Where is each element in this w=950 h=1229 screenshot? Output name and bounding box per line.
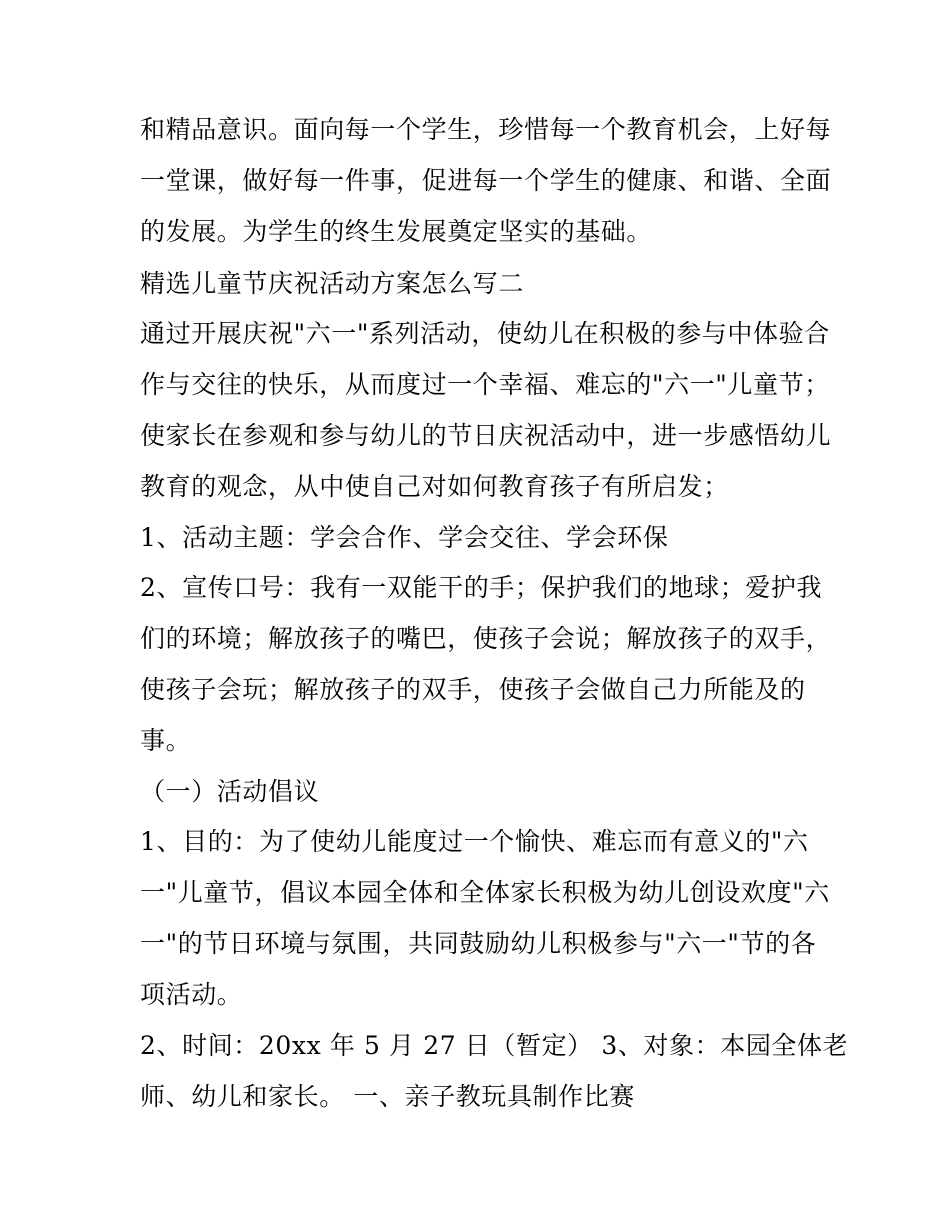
text-line: 师、幼儿和家长。 一、亲子教玩具制作比赛 (140, 1082, 635, 1111)
text-line: 使孩子会玩；解放孩子的双手，使孩子会做自己力所能及的 (140, 675, 806, 704)
text-line: 通过开展庆祝"六一"系列活动，使幼儿在积极的参与中体验合 (140, 319, 830, 348)
text-line: 项活动。 (140, 980, 243, 1009)
subsection-heading: （一）活动倡议 (140, 777, 320, 806)
list-item: 1、活动主题：学会合作、学会交往、学会环保 (140, 523, 669, 552)
text-line: 一堂课，做好每一件事，促进每一个学生的健康、和谐、全面 (140, 166, 832, 195)
list-item: 1、目的：为了使幼儿能度过一个愉快、难忘而有意义的"六 (140, 827, 809, 856)
text-line: 一"儿童节，倡议本园全体和全体家长积极为幼儿创设欢度"六 (140, 878, 830, 907)
text-line: 一"的节日环境与氛围，共同鼓励幼儿积极参与"六一"节的各 (140, 929, 817, 958)
list-item: 2、时间：20xx 年 5 月 27 日（暂定） 3、对象：本园全体老 (140, 1031, 849, 1060)
section-heading: 精选儿童节庆祝活动方案怎么写二 (140, 269, 525, 298)
text-line: 教育的观念，从中使自己对如何教育孩子有所启发； (140, 472, 729, 501)
text-line: 们的环境；解放孩子的嘴巴，使孩子会说；解放孩子的双手， (140, 624, 832, 653)
text-line: 使家长在参观和参与幼儿的节日庆祝活动中，进一步感悟幼儿 (140, 421, 832, 450)
text-line: 和精品意识。面向每一个学生，珍惜每一个教育机会，上好每 (140, 115, 832, 144)
list-item: 2、宣传口号：我有一双能干的手；保护我们的地球；爱护我 (140, 573, 823, 602)
text-line: 的发展。为学生的终生发展奠定坚实的基础。 (140, 217, 653, 246)
text-line: 作与交往的快乐，从而度过一个幸福、难忘的"六一"儿童节； (140, 370, 830, 399)
text-line: 事。 (140, 726, 192, 755)
